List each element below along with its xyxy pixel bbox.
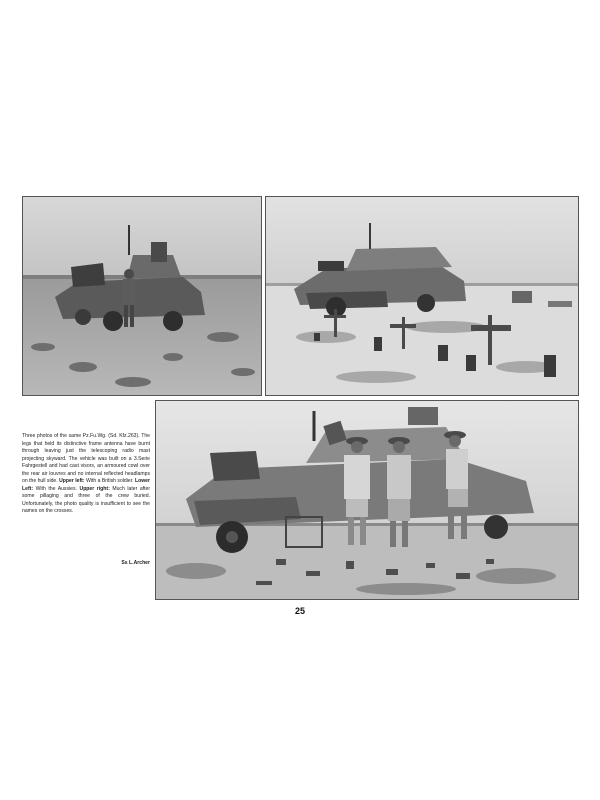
page-number: 25: [294, 606, 305, 616]
caption-lower-left-label: Lower Left:: [22, 478, 150, 492]
caption-upper-right-text: Much later after some pillaging and three of the crew buried. Unfortunately, the photo quality is insufficient to see the names on the crosses.: [22, 485, 151, 514]
caption-upper-left-text: With a British soldier.: [86, 478, 134, 484]
caption-intro: Three photos of the same Pz.Fu.Wg. (Sd. Kfz.263). The legs that held its distinctive frame antenna have burnt through leaving just the telescoping radio mast projecting skyward. The vehicle was built on a 3.Serie Fahrgestell and had cast visors, an armoured cowl over the rear air louvres and no internal reflected headlamps on the hull side.: [22, 433, 150, 484]
photo-caption: [22, 433, 150, 516]
caption-upper-left-label: Upper left:: [59, 478, 85, 484]
caption-lower-left-text: With the Aussies.: [35, 485, 77, 492]
caption-upper-right-label: Upper right:: [79, 485, 110, 492]
photo-upper-left: [22, 196, 262, 396]
photo-upper-right: [265, 196, 579, 396]
photo-lower: [155, 400, 579, 600]
photo-credit: Ss L.Archer: [121, 560, 150, 566]
